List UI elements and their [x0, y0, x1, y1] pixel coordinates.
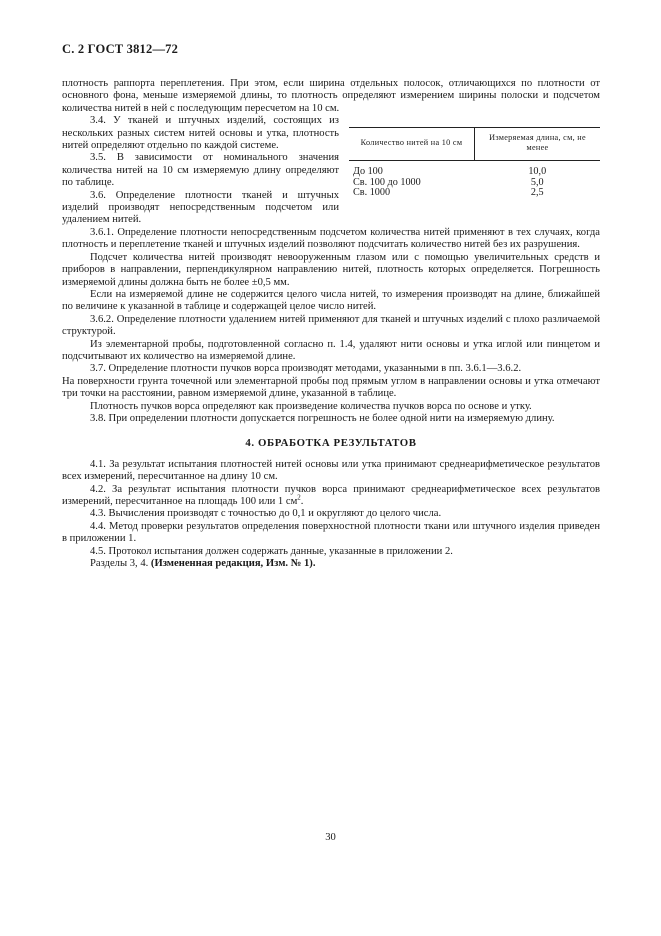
table-header-thread-count: Количество нитей на 10 см	[349, 128, 475, 161]
table-cell-value: 2,5	[530, 187, 544, 199]
paragraph-4-2-end: .	[300, 496, 304, 507]
paragraph-if: Если на измеряемой длине не содержится целого числа нитей, то измерения производят на длине, ближайшей по величине к указанной в таблице и содержащей целое число нитей.	[62, 288, 600, 313]
paragraph-4-2-text: 4.2. За результат испытания плотности пучков ворса принимают среднеарифметическое всех результатов измерений, пересчитанное на площадь 100 или 1 см	[62, 483, 600, 507]
measurement-table	[349, 127, 600, 199]
amendment-note: (Измененная редакция, Изм. № 1).	[150, 558, 316, 570]
paragraph-pile-density: Плотность пучков ворса определяют как произведение количества пучков ворса по основе и утку.	[90, 400, 532, 412]
paragraph-4-3: 4.3. Вычисления производят с точностью до 0,1 и округляют до целого числа.	[90, 508, 442, 520]
table-cell-label: До 100	[353, 166, 383, 178]
paragraph-surface: На поверхности грунта точечной или элементарной пробы под прямым углом в направлении основы и утка отмечают три точки на расстоянии, равном измеряемой длине, указанной в таблице.	[62, 375, 600, 400]
table-cell-label: Св. 1000	[353, 187, 391, 199]
paragraph-3-8: 3.8. При определении плотности допускается погрешность не более одной нити на измеряемую длину.	[90, 412, 555, 424]
paragraph-3-5: 3.5. В зависимости от номинального значения количества нитей на 10 см измеряемую длину определяют по таблице.	[62, 152, 339, 189]
table-row	[349, 161, 600, 178]
paragraph-3-7: 3.7. Определение плотности пучков ворса производят методами, указанными в пп. 3.6.1—3.6.2.	[90, 363, 522, 375]
paragraph-elementary-sample: Из элементарной пробы, подготовленной согласно п. 1.4, удаляют нити основы и утка иглой или пинцетом и подсчитывают их количество на измеряемой длине.	[62, 338, 600, 362]
paragraph-3-6: 3.6. Определение плотности тканей и штучных изделий производят непосредственным подсчетом или удалением нитей.	[62, 189, 339, 226]
paragraph-4-1: 4.1. За результат испытания плотностей нитей основы или утка принимают среднеарифметическое результатов всех измерений, пересчитанное на длину 10 см.	[62, 458, 600, 483]
table-cell-value: 5,0	[530, 176, 544, 188]
table-row	[349, 188, 600, 199]
page-number: 30	[325, 832, 336, 843]
paragraph-3-4: 3.4. У тканей и штучных изделий, состоящих из нескольких разных систем нитей основы и утка, плотность нитей определяют отдельно по каждой системе.	[62, 115, 339, 152]
section-title: 4. ОБРАБОТКА РЕЗУЛЬТАТОВ	[245, 437, 417, 450]
paragraph-4-4: 4.4. Метод проверки результатов определения поверхностной плотности ткани или штучного изделия приведен в приложении 1.	[62, 520, 600, 545]
paragraph-3-6-2: 3.6.2. Определение плотности удалением нитей применяют для тканей и штучных изделий с плохо различаемой структурой.	[62, 313, 600, 338]
page-header: С. 2 ГОСТ 3812—72	[62, 42, 179, 56]
paragraph-count: Подсчет количества нитей производят невооруженным глазом или с помощью увеличительных средств и приборов в направлении, перпендикулярном направлению нитей, плотность которых определяется. Погрешность измеряемой длины должна быть не более ±0,5 мм.	[62, 251, 600, 288]
superscript: 2	[297, 493, 301, 502]
table-cell-value: 10,0	[528, 166, 547, 178]
paragraph-4-2	[62, 484, 600, 509]
paragraph-amendment	[62, 558, 600, 570]
amendment-prefix: Разделы 3, 4.	[90, 558, 151, 570]
table-cell-label: Св. 100 до 1000	[353, 176, 421, 188]
paragraph-intro: плотность раппорта переплетения. При этом, если ширина отдельных полосок, отличающихся по плотности от основного фона, меньше измеряемой длины, то плотность определяют измерением ширины полоски и подсчетом количества нитей в ней с последующим пересчетом на 10 см.	[62, 78, 600, 114]
paragraph-4-5: 4.5. Протокол испытания должен содержать данные, указанные в приложении 2.	[90, 545, 453, 557]
document-body	[62, 78, 600, 570]
paragraph-3-6-1: 3.6.1. Определение плотности непосредственным подсчетом количества нитей применяют в тех случаях, когда плотность и переплетение тканей и штучных изделий позволяют подсчитать количество нитей без их разрушения.	[62, 226, 600, 251]
table-header-measured-length: Измеряемая длина, см, не менее	[475, 128, 601, 161]
